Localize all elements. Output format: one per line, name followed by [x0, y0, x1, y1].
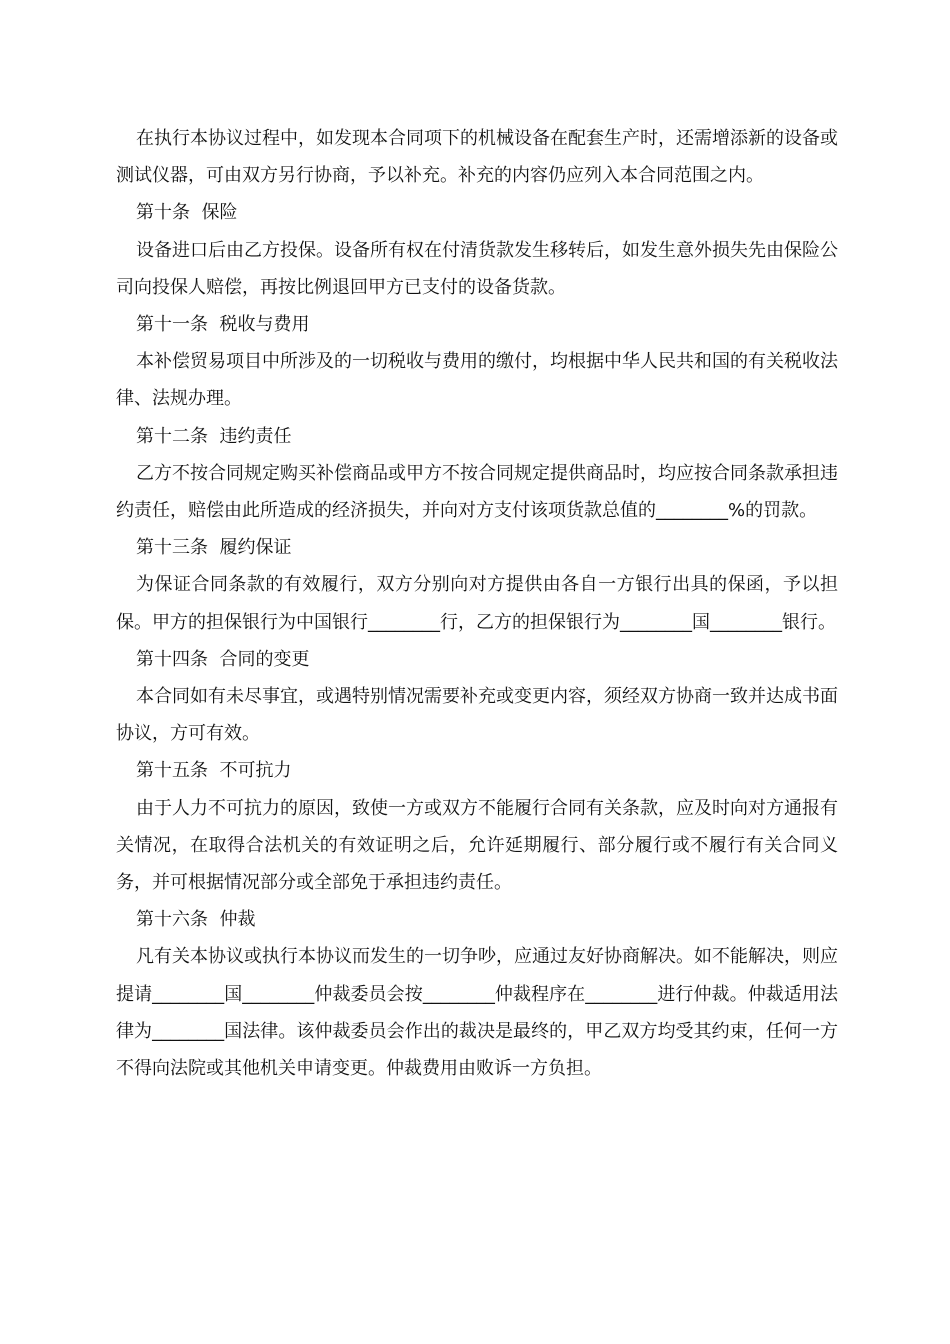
article-10-body: 设备进口后由乙方投保。设备所有权在付清货款发生移转后，如发生意外损失先由保险公司向投保人赔偿，再按比例退回甲方已支付的设备货款。 — [116, 239, 838, 298]
article-15-body: 由于人力不可抗力的原因，致使一方或双方不能履行合同有关条款，应及时向对方通报有关情况，在取得合法机关的有效证明之后，允许延期履行、部分履行或不履行有关合同义务，并可根据情况部分或全部免于承担违约责任。 — [116, 797, 838, 894]
article-12-body: 乙方不按合同规定购买补偿商品或甲方不按合同规定提供商品时，均应按合同条款承担违约责任，赔偿由此所造成的经济损失，并向对方支付该项货款总值的________%的罚款。 — [116, 462, 838, 522]
article-10-heading: 第十条 保险 — [136, 202, 238, 224]
article-14-heading: 第十四条 合同的变更 — [136, 648, 310, 670]
article-11-body: 本补偿贸易项目中所涉及的一切税收与费用的缴付，均根据中华人民共和国的有关税收法律、法规办理。 — [116, 351, 838, 410]
article-15-heading: 第十五条 不可抗力 — [136, 760, 292, 782]
article-13-heading: 第十三条 履约保证 — [136, 537, 292, 559]
article-14-body: 本合同如有未尽事宜，或遇特别情况需要补充或变更内容，须经双方协商一致并达成书面协议，方可有效。 — [116, 686, 838, 745]
document-page — [116, 120, 838, 1087]
article-11-heading: 第十一条 税收与费用 — [136, 314, 310, 336]
article-13-body: 为保证合同条款的有效履行，双方分别向对方提供由各自一方银行出具的保函，予以担保。甲方的担保银行为中国银行________行，乙方的担保银行为________国________银行。 — [116, 574, 838, 633]
intro-paragraph: 在执行本协议过程中，如发现本合同项下的机械设备在配套生产时，还需增添新的设备或测试仪器，可由双方另行协商，予以补充。补充的内容仍应列入本合同范围之内。 — [116, 128, 838, 187]
article-16-body: 凡有关本协议或执行本协议而发生的一切争吵，应通过友好协商解决。如不能解决，则应提请________国________仲裁委员会按________仲裁程序在________进行仲裁。仲裁适用法律为________国法律。该仲裁委员会作出的裁决是最终的，甲乙双方均受其约束，任何一方不得向法院或其他机关申请变更。仲裁费用由败诉一方负担。 — [116, 946, 838, 1080]
article-16-heading: 第十六条 仲裁 — [136, 909, 256, 931]
article-12-heading: 第十二条 违约责任 — [136, 425, 292, 447]
